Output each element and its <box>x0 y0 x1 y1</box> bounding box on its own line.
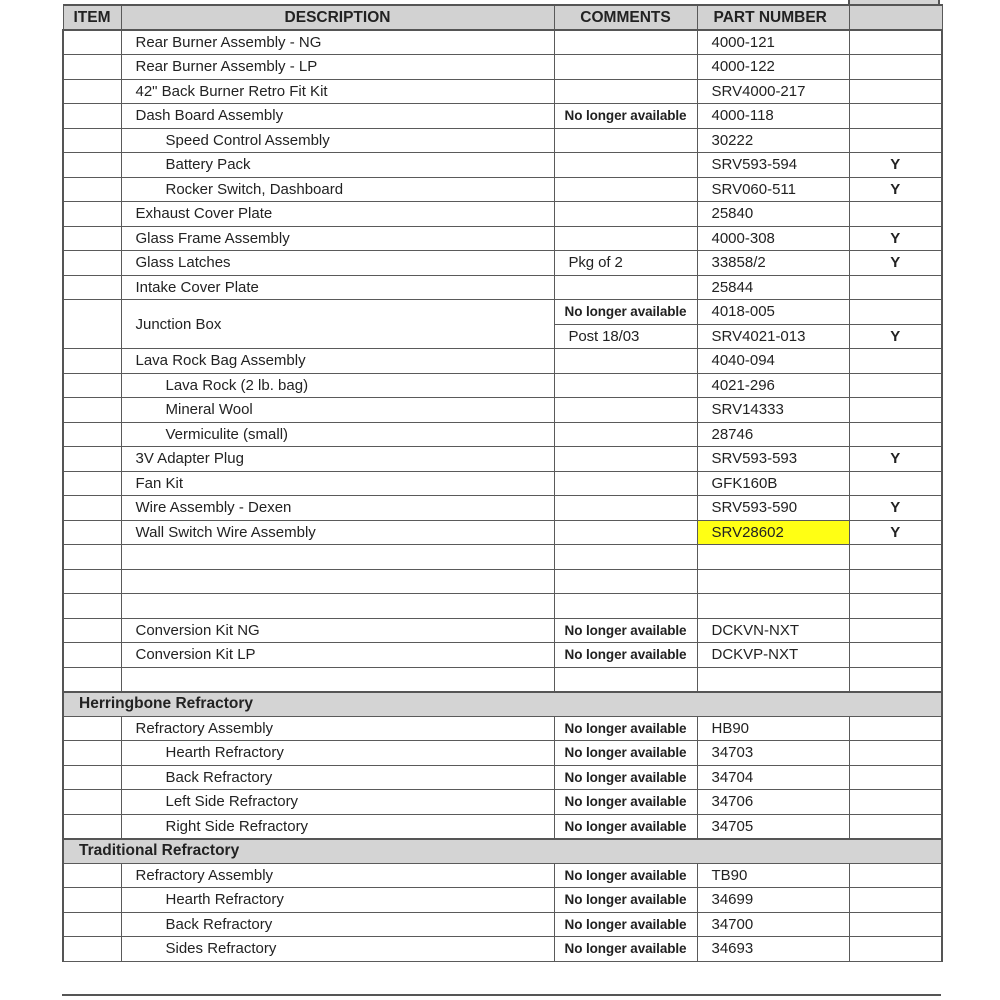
item-cell <box>63 349 121 374</box>
flag-cell <box>849 79 942 104</box>
comment-cell: Pkg of 2 <box>554 251 697 276</box>
table-row <box>63 814 942 839</box>
header-description: DESCRIPTION <box>121 5 554 30</box>
part-number-cell: 25844 <box>697 275 849 300</box>
table-row <box>63 251 942 276</box>
section-header-traditional <box>63 839 942 864</box>
description-cell: Refractory Assembly <box>121 863 554 888</box>
item-cell <box>63 594 121 619</box>
part-number-cell: TB90 <box>697 863 849 888</box>
item-cell <box>63 520 121 545</box>
flag-cell <box>849 545 942 570</box>
item-cell <box>63 741 121 766</box>
table-row <box>63 937 942 962</box>
empty-row <box>63 594 942 619</box>
description-cell: Vermiculite (small) <box>121 422 554 447</box>
flag-cell: Y <box>849 153 942 178</box>
comment-cell: No longer available <box>554 863 697 888</box>
table-row <box>63 790 942 815</box>
part-number-cell: 4000-121 <box>697 30 849 55</box>
table-row <box>63 618 942 643</box>
parts-sheet <box>62 4 941 962</box>
table-row <box>63 202 942 227</box>
table-row <box>63 226 942 251</box>
part-number-cell: DCKVN-NXT <box>697 618 849 643</box>
comment-cell: No longer available <box>554 765 697 790</box>
part-number-cell: SRV593-590 <box>697 496 849 521</box>
flag-cell: Y <box>849 496 942 521</box>
header-extra <box>849 5 942 30</box>
comment-cell: No longer available <box>554 888 697 913</box>
part-number-cell: 28746 <box>697 422 849 447</box>
table-row <box>63 55 942 80</box>
part-number-cell: 34705 <box>697 814 849 839</box>
flag-cell <box>849 128 942 153</box>
flag-cell <box>849 937 942 962</box>
description-cell: Wall Switch Wire Assembly <box>121 520 554 545</box>
comment-cell <box>554 275 697 300</box>
flag-cell <box>849 643 942 668</box>
description-cell: Back Refractory <box>121 765 554 790</box>
part-number-cell: 30222 <box>697 128 849 153</box>
flag-cell <box>849 349 942 374</box>
flag-cell: Y <box>849 520 942 545</box>
comment-cell <box>554 496 697 521</box>
flag-cell <box>849 790 942 815</box>
description-cell: Rear Burner Assembly - NG <box>121 30 554 55</box>
table-row <box>63 128 942 153</box>
table-row <box>63 177 942 202</box>
item-cell <box>63 275 121 300</box>
table-row <box>63 153 942 178</box>
description-cell: Lava Rock Bag Assembly <box>121 349 554 374</box>
header-item: ITEM <box>63 5 121 30</box>
comment-cell <box>554 545 697 570</box>
description-cell: Sides Refractory <box>121 937 554 962</box>
description-cell: Rear Burner Assembly - LP <box>121 55 554 80</box>
flag-cell <box>849 765 942 790</box>
comment-cell <box>554 226 697 251</box>
table-row <box>63 496 942 521</box>
part-number-cell-highlighted: SRV28602 <box>697 520 849 545</box>
comment-cell <box>554 398 697 423</box>
comment-cell: Post 18/03 <box>554 324 697 349</box>
table-row <box>63 863 942 888</box>
item-cell <box>63 937 121 962</box>
empty-row <box>63 667 942 692</box>
comment-cell: No longer available <box>554 912 697 937</box>
description-cell: 3V Adapter Plug <box>121 447 554 472</box>
section-title: Herringbone Refractory <box>63 692 942 717</box>
part-number-cell: 25840 <box>697 202 849 227</box>
description-cell: 42" Back Burner Retro Fit Kit <box>121 79 554 104</box>
part-number-cell: 4040-094 <box>697 349 849 374</box>
comment-cell <box>554 177 697 202</box>
item-cell <box>63 790 121 815</box>
part-number-cell: GFK160B <box>697 471 849 496</box>
flag-cell: Y <box>849 447 942 472</box>
comment-cell <box>554 128 697 153</box>
item-cell <box>63 30 121 55</box>
item-cell <box>63 153 121 178</box>
item-cell <box>63 104 121 129</box>
part-number-cell: 34703 <box>697 741 849 766</box>
part-number-cell: SRV4000-217 <box>697 79 849 104</box>
description-cell <box>121 667 554 692</box>
item-cell <box>63 398 121 423</box>
comment-cell: No longer available <box>554 937 697 962</box>
flag-cell <box>849 667 942 692</box>
description-cell: Fan Kit <box>121 471 554 496</box>
table-row <box>63 422 942 447</box>
table-row <box>63 520 942 545</box>
flag-cell <box>849 398 942 423</box>
description-cell: Lava Rock (2 lb. bag) <box>121 373 554 398</box>
item-cell <box>63 447 121 472</box>
part-number-cell <box>697 545 849 570</box>
description-cell: Conversion Kit NG <box>121 618 554 643</box>
part-number-cell: 33858/2 <box>697 251 849 276</box>
description-cell: Refractory Assembly <box>121 716 554 741</box>
description-cell: Hearth Refractory <box>121 741 554 766</box>
table-row <box>63 471 942 496</box>
description-cell: Wire Assembly - Dexen <box>121 496 554 521</box>
flag-cell <box>849 863 942 888</box>
item-cell <box>63 545 121 570</box>
comment-cell: No longer available <box>554 104 697 129</box>
flag-cell <box>849 569 942 594</box>
item-cell <box>63 912 121 937</box>
flag-cell <box>849 594 942 619</box>
table-row <box>63 716 942 741</box>
item-cell <box>63 618 121 643</box>
description-cell: Left Side Refractory <box>121 790 554 815</box>
item-cell <box>63 863 121 888</box>
comment-cell <box>554 422 697 447</box>
description-cell: Battery Pack <box>121 153 554 178</box>
flag-cell <box>849 888 942 913</box>
flag-cell <box>849 716 942 741</box>
part-number-cell: 34704 <box>697 765 849 790</box>
description-cell: Speed Control Assembly <box>121 128 554 153</box>
flag-cell <box>849 300 942 325</box>
table-row <box>63 30 942 55</box>
item-cell <box>63 716 121 741</box>
item-cell <box>63 226 121 251</box>
description-cell <box>121 545 554 570</box>
part-number-cell: 34700 <box>697 912 849 937</box>
item-cell <box>63 373 121 398</box>
part-number-cell <box>697 569 849 594</box>
part-number-cell: SRV060-511 <box>697 177 849 202</box>
part-number-cell: 34693 <box>697 937 849 962</box>
description-cell: Glass Latches <box>121 251 554 276</box>
flag-cell <box>849 202 942 227</box>
comment-cell: No longer available <box>554 643 697 668</box>
description-cell: Hearth Refractory <box>121 888 554 913</box>
comment-cell <box>554 667 697 692</box>
comment-cell <box>554 153 697 178</box>
table-row <box>63 741 942 766</box>
table-row <box>63 643 942 668</box>
item-cell <box>63 55 121 80</box>
comment-cell <box>554 447 697 472</box>
part-number-cell: 4000-118 <box>697 104 849 129</box>
description-cell: Rocker Switch, Dashboard <box>121 177 554 202</box>
description-cell <box>121 569 554 594</box>
comment-cell <box>554 55 697 80</box>
item-cell <box>63 569 121 594</box>
table-row <box>63 275 942 300</box>
description-cell: Intake Cover Plate <box>121 275 554 300</box>
item-cell <box>63 300 121 349</box>
section-title: Traditional Refractory <box>63 839 942 864</box>
table-row <box>63 912 942 937</box>
item-cell <box>63 814 121 839</box>
item-cell <box>63 422 121 447</box>
comment-cell: No longer available <box>554 300 697 325</box>
flag-cell: Y <box>849 177 942 202</box>
table-row <box>63 888 942 913</box>
part-number-cell: 4000-308 <box>697 226 849 251</box>
part-number-cell: SRV14333 <box>697 398 849 423</box>
item-cell <box>63 643 121 668</box>
part-number-cell: SRV593-594 <box>697 153 849 178</box>
section-header-herringbone <box>63 692 942 717</box>
item-cell <box>63 202 121 227</box>
description-cell: Right Side Refractory <box>121 814 554 839</box>
flag-cell: Y <box>849 226 942 251</box>
comment-cell: No longer available <box>554 618 697 643</box>
flag-cell <box>849 55 942 80</box>
comment-cell <box>554 520 697 545</box>
header-part-number: PART NUMBER <box>697 5 849 30</box>
flag-cell <box>849 422 942 447</box>
flag-cell <box>849 373 942 398</box>
flag-cell: Y <box>849 324 942 349</box>
part-number-cell: HB90 <box>697 716 849 741</box>
part-number-cell: SRV593-593 <box>697 447 849 472</box>
comment-cell: No longer available <box>554 716 697 741</box>
header-row <box>63 5 942 30</box>
part-number-cell: DCKVP-NXT <box>697 643 849 668</box>
comment-cell: No longer available <box>554 741 697 766</box>
comment-cell <box>554 471 697 496</box>
part-number-cell: SRV4021-013 <box>697 324 849 349</box>
item-cell <box>63 128 121 153</box>
description-cell: Exhaust Cover Plate <box>121 202 554 227</box>
empty-row <box>63 545 942 570</box>
description-cell: Junction Box <box>121 300 554 349</box>
table-row <box>63 373 942 398</box>
part-number-cell: 34699 <box>697 888 849 913</box>
comment-cell <box>554 569 697 594</box>
comment-cell <box>554 349 697 374</box>
description-cell: Glass Frame Assembly <box>121 226 554 251</box>
item-cell <box>63 765 121 790</box>
part-number-cell: 4018-005 <box>697 300 849 325</box>
flag-cell <box>849 618 942 643</box>
part-number-cell: 4021-296 <box>697 373 849 398</box>
parts-table <box>62 4 943 962</box>
description-cell: Dash Board Assembly <box>121 104 554 129</box>
flag-cell <box>849 275 942 300</box>
item-cell <box>63 496 121 521</box>
bottom-border <box>62 994 941 996</box>
description-cell: Back Refractory <box>121 912 554 937</box>
item-cell <box>63 471 121 496</box>
item-cell <box>63 888 121 913</box>
item-cell <box>63 177 121 202</box>
flag-cell <box>849 471 942 496</box>
item-cell <box>63 251 121 276</box>
description-cell: Conversion Kit LP <box>121 643 554 668</box>
table-row <box>63 447 942 472</box>
part-number-cell: 34706 <box>697 790 849 815</box>
table-row <box>63 398 942 423</box>
comment-cell <box>554 373 697 398</box>
header-comments: COMMENTS <box>554 5 697 30</box>
empty-row <box>63 569 942 594</box>
table-row <box>63 765 942 790</box>
flag-cell <box>849 814 942 839</box>
flag-cell <box>849 912 942 937</box>
description-cell <box>121 594 554 619</box>
flag-cell: Y <box>849 251 942 276</box>
part-number-cell <box>697 594 849 619</box>
comment-cell: No longer available <box>554 814 697 839</box>
table-row <box>63 300 942 325</box>
comment-cell <box>554 594 697 619</box>
description-cell: Mineral Wool <box>121 398 554 423</box>
comment-cell <box>554 79 697 104</box>
item-cell <box>63 667 121 692</box>
table-row <box>63 104 942 129</box>
comment-cell <box>554 30 697 55</box>
item-cell <box>63 79 121 104</box>
table-row <box>63 79 942 104</box>
part-number-cell <box>697 667 849 692</box>
flag-cell <box>849 104 942 129</box>
table-row <box>63 349 942 374</box>
flag-cell <box>849 30 942 55</box>
flag-cell <box>849 741 942 766</box>
comment-cell <box>554 202 697 227</box>
part-number-cell: 4000-122 <box>697 55 849 80</box>
comment-cell: No longer available <box>554 790 697 815</box>
